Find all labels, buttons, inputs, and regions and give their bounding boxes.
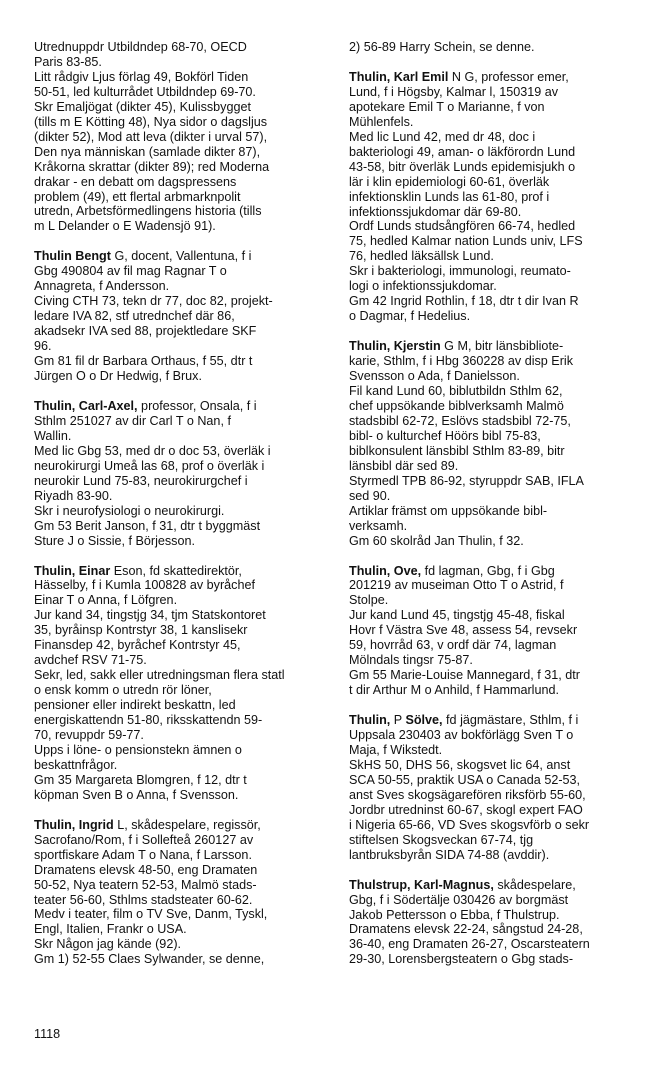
entry-line: Skr Emaljögat (dikter 45), Kulissbygget <box>34 99 251 114</box>
entry-first-line <box>349 878 641 893</box>
entry-line: stiftelsen Skogsveckan 67-74, tjg <box>349 832 534 847</box>
entry-line: Gm 60 skolråd Jan Thulin, f 32. <box>349 533 524 548</box>
entry-line: akadsekr IVA sed 88, projektledare SKF <box>34 324 257 339</box>
entry-name: Thulin, Karl Emil <box>349 69 449 84</box>
entry-line: Gbg, f i Södertälje 030426 av borgmäst <box>349 892 569 907</box>
entry-line: Sthlm 251027 av dir Carl T o Nan, f <box>34 413 231 428</box>
entry-line: SCA 50-55, praktik USA o Canada 52-53, <box>349 772 581 787</box>
entry-line: Hovr f Västra Sve 48, assess 54, revsekr <box>349 623 578 638</box>
entry-line: 201219 av museiman Otto T o Astrid, f <box>349 578 564 593</box>
entry-line: Styrmedl TPB 86-92, styruppdr SAB, IFLA <box>349 473 584 488</box>
entry-line: Gm 81 fil dr Barbara Orthaus, f 55, dtr t <box>34 354 253 369</box>
entry-line: (dikter 52), Mod att leva (dikter i urval 57), <box>34 129 268 144</box>
entry-line: Gbg 490804 av fil mag Ragnar T o <box>34 264 227 279</box>
entry-line: Riyadh 83-90. <box>34 488 113 503</box>
entry-thulin-kjerstin <box>349 339 641 548</box>
entry-line: Jakob Pettersson o Ebba, f Thulstrup. <box>349 907 560 922</box>
entry-line: logi o infektionssjukdomar. <box>349 279 497 294</box>
entry-line: beskattnfrågor. <box>34 757 118 772</box>
entry-line: infektionsklin Lunds las 61-80, prof i <box>349 189 550 204</box>
entry-line: avdchef RSV 71-75. <box>34 653 147 668</box>
entry-line: 50-52, Nya teatern 52-53, Malmö stads- <box>34 877 257 892</box>
entry-line: Sekr, led, sakk eller utredningsman flera statl <box>34 668 285 683</box>
entry-line: SkHS 50, DHS 56, skogsvet lic 64, anst <box>349 757 571 772</box>
entry-line: Med lic Gbg 53, med dr o doc 53, överläk i <box>34 443 271 458</box>
entry-line: stadsbibl 62-72, Eslövs stadsbibl 72-75, <box>349 413 571 428</box>
entry-line: Utrednuppdr Utbildndep 68-70, OECD <box>34 40 247 54</box>
entry-line: Artiklar främst om uppsökande bibl- <box>349 503 548 518</box>
entry-first-line <box>349 564 641 579</box>
entry-first-line <box>349 70 641 85</box>
entry-line: drakar - en debatt om dagspressens <box>34 174 237 189</box>
entry-line: 96. <box>34 339 52 354</box>
entry-name: Thulin, Einar <box>34 563 111 578</box>
entry-first-line <box>34 564 334 579</box>
entry-line: apotekare Emil T o Marianne, f von <box>349 99 545 114</box>
entry-name: Thulstrup, Karl-Magnus, <box>349 877 494 892</box>
entry-line: Sacrofano/Rom, f i Sollefteå 260127 av <box>34 832 254 847</box>
entry-first-line-text: L, skådespelare, regissör, <box>113 817 261 832</box>
entry-line: o Dagmar, f Hedelius. <box>349 309 471 324</box>
entry-line: anst Sves skogsägarefören riksförb 55-60, <box>349 787 586 802</box>
entry-line: Dramatens elevsk 48-50, eng Dramaten <box>34 862 258 877</box>
entry-first-line <box>34 818 334 833</box>
entry-line: Den nya människan (samlade dikter 87), <box>34 144 261 159</box>
entry-line: Einar T o Anna, f Löfgren. <box>34 593 178 608</box>
entry-line: Med lic Lund 42, med dr 48, doc i <box>349 129 536 144</box>
entry-line: 76, hedled läksällsk Lund. <box>349 249 494 264</box>
entry-line: Wallin. <box>34 428 72 443</box>
left-column <box>34 40 334 967</box>
entry-line: Paris 83-85. <box>34 54 102 69</box>
entry-line: problem (49), ett flertal arbmarknpolit <box>34 189 241 204</box>
entry-line: Sture J o Sissie, f Börjesson. <box>34 533 195 548</box>
entry-name: Thulin, Kjerstin <box>349 339 441 354</box>
entry-line: Svensson o Ada, f Danielsson. <box>349 369 520 384</box>
entry-first-line-text: G, docent, Vallentuna, f i <box>110 249 252 264</box>
entry-first-line-text: fd lagman, Gbg, f i Gbg <box>421 563 555 578</box>
entry-line: 43-58, bitr överläk Lunds epidemisjukh o <box>349 159 576 174</box>
entry-line: 2) 56-89 Harry Schein, se denne. <box>349 40 535 54</box>
entry-name: Thulin, Ingrid <box>34 817 114 832</box>
entry-line: 29-30, Lorensbergsteatern o Gbg stads- <box>349 952 574 967</box>
entry-line: Gm 55 Marie-Louise Mannegard, f 31, dtr <box>349 668 580 683</box>
entry-line: chef uppsökande biblverksamh Malmö <box>349 398 564 413</box>
entry-line: Fil kand Lund 60, biblutbildn Sthlm 62, <box>349 384 563 399</box>
entry-line: utredn, Arbetsförmedlingens historia (tills <box>34 204 262 219</box>
entry-name: P <box>390 713 406 728</box>
entry-line: Finansdep 42, byråchef Kontrstyr 45, <box>34 638 241 653</box>
entry-first-line <box>34 399 334 414</box>
entry-line: Dramatens elevsk 22-24, sångstud 24-28, <box>349 922 583 937</box>
entry-thulin-carl-axel <box>34 399 334 549</box>
entry-thulin-ingrid <box>34 818 334 968</box>
entry-line: infektionssjukdomar där 69-80. <box>349 204 522 219</box>
right-column <box>349 40 641 967</box>
entry-line: neurokir Lund 75-83, neurokirurgchef i <box>34 473 248 488</box>
entry-line: energiskattendn 51-80, riksskattendn 59- <box>34 713 263 728</box>
entry-line: m L Delander o E Wadensjö 91). <box>34 219 216 234</box>
entry-line: 75, hedled Kalmar nation Lunds univ, LFS <box>349 234 583 249</box>
entry-line: köpman Sven B o Anna, f Svensson. <box>34 787 239 802</box>
entry-line: Maja, f Wikstedt. <box>349 742 443 757</box>
entry-line: Skr i neurofysiologi o neurokirurgi. <box>34 503 225 518</box>
entry-first-line <box>349 713 641 728</box>
entry-thulin-einar <box>34 564 334 803</box>
entry-line: pensioner eller indirekt beskattn, led <box>34 698 236 713</box>
entry-line: 50-51, led kulturrådet Utbildndep 69-70. <box>34 84 256 99</box>
entry-first-line-text: G M, bitr länsbibliote- <box>440 339 564 354</box>
entry-line: 59, hovrråd 63, v ordf där 74, lagman <box>349 638 557 653</box>
entry-line: Upps i löne- o pensionstekn ämnen o <box>34 742 242 757</box>
entry-line: Medv i teater, film o TV Sve, Danm, Tyskl, <box>34 907 268 922</box>
entry-line: 70, revuppdr 59-77. <box>34 727 144 742</box>
entry-line: Lund, f i Högsby, Kalmar l, 150319 av <box>349 84 559 99</box>
entry-line: karie, Sthlm, f i Hbg 360228 av disp Erik <box>349 354 573 369</box>
entry-line: Jordbr utredninst 60-67, skogl expert FAO <box>349 802 583 817</box>
entry-line: sportfiskare Adam T o Nana, f Larsson. <box>34 847 252 862</box>
entry-line: länsbibl där sed 89. <box>349 458 459 473</box>
entry-name: Sölve, <box>405 713 443 728</box>
entry-thulin-solve <box>349 713 641 863</box>
entry-line: Skr i bakteriologi, immunologi, reumato- <box>349 264 571 279</box>
entry-line: lär i klin epidemiologi 60-61, överläk <box>349 174 550 189</box>
entry-line: Stolpe. <box>349 593 389 608</box>
entry-line: verksamh. <box>349 518 408 533</box>
entry-thulin-bengt <box>34 249 334 384</box>
page-number: 1118 <box>34 1027 61 1041</box>
entry-line: Jur kand Lund 45, tingstjg 45-48, fiskal <box>349 608 565 623</box>
entry-first-line-text: professor, Onsala, f i <box>137 398 257 413</box>
entry-line: bibl- o kulturchef Höörs bibl 75-83, <box>349 428 541 443</box>
entry-line: Gm 42 Ingrid Rothlin, f 18, dtr t dir Ivan R <box>349 294 579 309</box>
entry-name: Thulin, Ove, <box>349 563 422 578</box>
entry-line: Gm 53 Berit Janson, f 31, dtr t byggmäst <box>34 518 261 533</box>
entry-line: 36-40, eng Dramaten 26-27, Oscarsteatern <box>349 937 590 952</box>
entry-line: sed 90. <box>349 488 391 503</box>
entry-line: Annagreta, f Andersson. <box>34 279 170 294</box>
entry-thulstrup-karl-magnus <box>349 878 641 968</box>
entry-first-line <box>34 249 334 264</box>
entry-line: Kråkorna skrattar (dikter 89); red Moderna <box>34 159 270 174</box>
entry-line: (tills m E Kötting 48), Nya sidor o dagsljus <box>34 114 268 129</box>
entry-first-line-text: Eson, fd skattedirektör, <box>110 563 242 578</box>
entry-thulin-karl-emil <box>349 70 641 324</box>
entry-line: t dir Arthur M o Anhild, f Hammarlund. <box>349 683 559 698</box>
entry-line: lantbruksbyrån SIDA 74-88 (avddir). <box>349 847 550 862</box>
entry-continuation <box>349 40 641 55</box>
entry-name: Thulin, <box>349 713 391 728</box>
entry-line: Gm 1) 52-55 Claes Sylwander, se denne, <box>34 952 265 967</box>
entry-line: biblkonsulent länsbibl Sthlm 83-89, bitr <box>349 443 565 458</box>
entry-line: ledare IVA 82, stf utrednchef där 86, <box>34 309 235 324</box>
entry-line: Uppsala 230403 av bokförlägg Sven T o <box>349 728 574 743</box>
entry-line: Mölndals tingsr 75-87. <box>349 653 473 668</box>
entry-name: Thulin, Carl-Axel, <box>34 398 138 413</box>
entry-line: Engl, Italien, Frankr o USA. <box>34 922 187 937</box>
entry-line: neurokirurgi Umeå las 68, prof o överläk i <box>34 458 265 473</box>
entry-first-line-text: N G, professor emer, <box>448 69 569 84</box>
entry-line: Mühlenfels. <box>349 114 414 129</box>
entry-line: Hässelby, f i Kumla 100828 av byråchef <box>34 578 255 593</box>
entry-line: Skr Någon jag kände (92). <box>34 937 182 952</box>
entry-first-line-text: skådespelare, <box>493 877 576 892</box>
entry-line: bakteriologi 49, aman- o läkförordn Lund <box>349 144 576 159</box>
entry-line: Civing CTH 73, tekn dr 77, doc 82, projekt- <box>34 294 273 309</box>
entry-first-line <box>349 339 641 354</box>
entry-line: Gm 35 Margareta Blomgren, f 12, dtr t <box>34 772 247 787</box>
entry-continuation <box>34 40 334 234</box>
entry-line: Jur kand 34, tingstjg 34, tjm Statskontoret <box>34 608 266 623</box>
entry-first-line-text: fd jägmästare, Sthlm, f i <box>442 713 579 728</box>
entry-line: o ensk komm o utredn rör löner, <box>34 683 212 698</box>
entry-line: i Nigeria 65-66, VD Sves skogsvförb o sekr <box>349 817 590 832</box>
entry-line: Ordf Lunds studsångfören 66-74, hedled <box>349 219 576 234</box>
entry-line: Litt rådgiv Ljus förlag 49, Bokförl Tiden <box>34 69 249 84</box>
entry-line: 35, byråinsp Kontrstyr 38, 1 kanslisekr <box>34 623 248 638</box>
entry-thulin-ove <box>349 564 641 699</box>
entry-name: Thulin Bengt <box>34 249 111 264</box>
entry-line: teater 56-60, Sthlms stadsteater 60-62. <box>34 892 253 907</box>
entry-line: Jürgen O o Dr Hedwig, f Brux. <box>34 369 202 384</box>
